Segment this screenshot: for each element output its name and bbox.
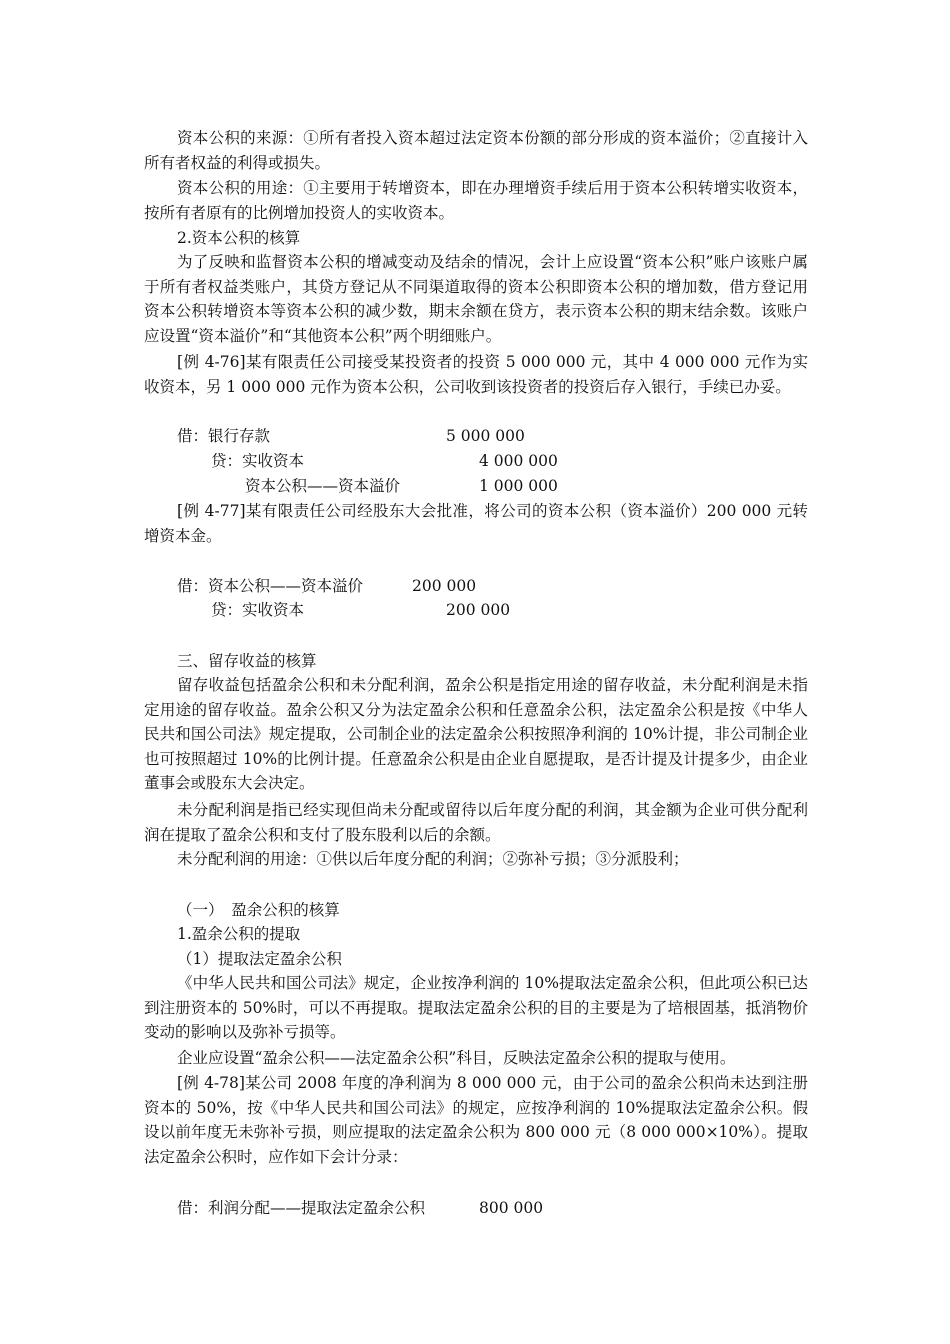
debit-amount: 800 000 <box>479 1199 544 1217</box>
capital-reserve-use-paragraph: 资本公积的用途：①主要用于转增资本，即在办理增资手续后用于资本公积转增实收资本，按所有者原有的比例增加投资人的实收资本。 <box>144 179 808 222</box>
capital-reserve-source-paragraph: 资本公积的来源：①所有者投入资本超过法定资本份额的部分形成的资本溢价；②直接计入所有者权益的利得或损失。 <box>144 129 808 172</box>
credit-amount: 200 000 <box>446 601 511 619</box>
company-law-paragraph: 《中华人民共和国公司法》规定，企业按净利润的 10%提取法定盈余公积，但此项公积已达到注册资本的 50%时，可以不再提取。提取法定盈余公积的目的主要是为了培根固基，抵消物价变动的影响以及弥补亏损等。 <box>144 974 808 1042</box>
credit-label: 贷：实收资本 <box>211 601 305 619</box>
debit-label: 借：银行存款 <box>177 427 271 445</box>
undistributed-profit-paragraph: 未分配利润是指已经实现但尚未分配或留待以后年度分配的利润，其金额为企业可供分配利润在提取了盈余公积和支付了股东股利以后的余额。 <box>144 801 808 844</box>
debit-amount: 200 000 <box>412 577 477 595</box>
example-4-76-paragraph: [例 4-76]某有限责任公司接受某投资者的投资 5 000 000 元，其中 4 000 000 元作为实收资本，另 1 000 000 元作为资本公积，公司收到该投资者的投资后存入银行，手续已办妥。 <box>144 353 808 396</box>
debit-amount: 5 000 000 <box>446 427 525 445</box>
credit-label: 贷：实收资本 <box>211 452 305 470</box>
credit-amount: 4 000 000 <box>479 452 558 470</box>
account-setup-paragraph: 企业应设置“盈余公积——法定盈余公积”科目，反映法定盈余公积的提取与使用。 <box>177 1049 736 1067</box>
heading-surplus-reserve-appropriation: 1.盈余公积的提取 <box>177 925 301 943</box>
capital-reserve-account-paragraph: 为了反映和监督资本公积的增减变动及结余的情况，会计上应设置“资本公积”账户该账户属于所有者权益类账户，其贷方登记从不同渠道取得的资本公积即资本公积的增加数，借方登记用资本公积转增资本等资本公积的减少数，期末余额在贷方，表示资本公积的期末结余数。该账户应设置“资本溢价”和“其他资本公积”两个明细账户。 <box>144 253 808 345</box>
section-heading-retained-earnings: 三、留存收益的核算 <box>177 652 317 670</box>
heading-statutory-surplus-reserve: （1）提取法定盈余公积 <box>177 950 342 968</box>
credit-label: 资本公积——资本溢价 <box>245 477 401 495</box>
example-4-77-paragraph: [例 4-77]某有限责任公司经股东大会批准，将公司的资本公积（资本溢价）200 000 元转增资本金。 <box>144 502 808 545</box>
example-4-78-paragraph: [例 4-78]某公司 2008 年度的净利润为 8 000 000 元，由于公司的盈余公积尚未达到注册资本的 50%，按《中华人民共和国公司法》的规定，应按净利润的 10%提取法定盈余公积。假设以前年度无未弥补亏损，则应提取的法定盈余公积为 800 000 元（8 000 000×10%）。提取法定盈余公积时，应作如下会计分录： <box>144 1074 808 1166</box>
debit-label: 借：资本公积——资本溢价 <box>177 577 364 595</box>
undistributed-profit-use-paragraph: 未分配利润的用途：①供以后年度分配的利润；②弥补亏损；③分派股利； <box>177 850 689 868</box>
retained-earnings-paragraph: 留存收益包括盈余公积和未分配利润，盈余公积是指定用途的留存收益，未分配利润是未指定用途的留存收益。盈余公积又分为法定盈余公积和任意盈余公积，法定盈余公积是按《中华人民共和国公司法》规定提取，公司制企业的法定盈余公积按照净利润的 10%计提，非公司制企业也可按照超过 10%的比例计提。任意盈余公积是由企业自愿提取，是否计提及计提多少，由企业董事会或股东大会决定。 <box>144 676 808 793</box>
subsection-heading-surplus-reserve: （一） 盈余公积的核算 <box>177 901 340 919</box>
credit-amount: 1 000 000 <box>479 477 558 495</box>
debit-label: 借：利润分配——提取法定盈余公积 <box>177 1199 426 1217</box>
section-heading-capital-reserve-accounting: 2.资本公积的核算 <box>177 229 301 247</box>
